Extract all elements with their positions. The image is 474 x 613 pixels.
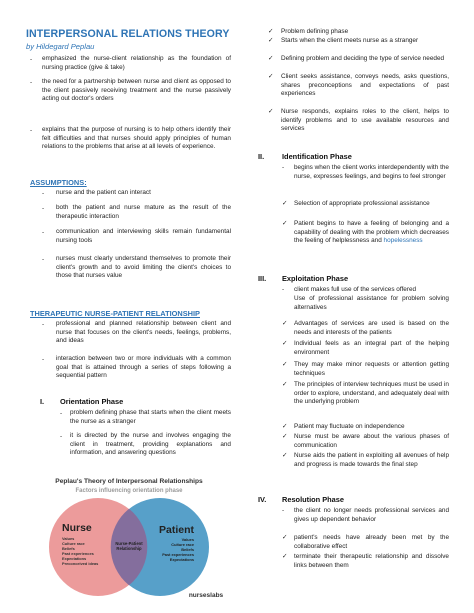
diagram-title: Peplau's Theory of Interpersonal Relationships — [55, 478, 203, 485]
bullet-dash: - — [60, 433, 63, 440]
exploitation-check-item: Patient may fluctuate on independence — [294, 423, 405, 430]
phase-numeral: IV. — [258, 495, 267, 504]
exploitation-check-item: They may make minor requests or attention getting techniques — [294, 361, 449, 377]
bullet-dash: - — [30, 127, 33, 134]
bullet-dash: - — [30, 79, 33, 86]
exploitation-check-item: Nurse must be aware about the various phases of communication — [294, 433, 449, 449]
nurse-factor: Expectations — [62, 556, 87, 561]
exploitation-check-item: Individual feels as an integral part of the helping environment — [294, 340, 449, 356]
check-icon: ✓ — [268, 37, 274, 44]
identification-item: begins when the client works interdependently with the nurse, expresses feelings, and begins to feel stronger — [294, 164, 449, 180]
bullet-dash: - — [42, 229, 45, 236]
diagram-subtitle: Factors influencing orientation phase — [75, 488, 183, 494]
orientation-check-item: Nurse responds, explains roles to the client, helps to identify problems and to use available resources and services — [281, 108, 449, 133]
bullet-dash: - — [42, 256, 45, 263]
intro-paragraph: explains that the purpose of nursing is to help others identify their felt difficulties and that nurses should apply principles of human relations to the problems that arise at all levels of experience. — [42, 126, 231, 151]
resolution-item: the client no longer needs professional services and gives up dependent behavior — [294, 507, 449, 523]
patient-factor: Culture race — [171, 542, 194, 547]
identification-check-item: Patient begins to have a feeling of belonging and a capability of dealing with the problem which decreases the feeling of helplessness and hopelessness — [294, 220, 449, 245]
exploitation-phase-heading: Exploitation Phase — [282, 274, 349, 283]
orientation-check-item: Client seeks assistance, conveys needs, asks questions, shares preconceptions and expectations of past experiences — [281, 73, 449, 98]
check-icon: ✓ — [268, 108, 274, 115]
orientation-item: it is directed by the nurse and involves engaging the client in treatment, providing explanations and information, and answering questions — [70, 432, 231, 457]
intro-paragraph: the need for a partnership between nurse and client as opposed to the client passively receiving treatment and the nurse passively acting out doctor's orders — [42, 78, 231, 103]
exploitation-check-item: Nurse aids the patient in exploiting all avenues of help and progress is made towards the final step — [294, 452, 449, 468]
therapeutic-item: interaction between two or more individuals with a common goal that is attained through a series of steps following a sequential pattern — [56, 355, 231, 380]
orientation-item: problem defining phase that starts when the client meets the nurse as a stranger — [70, 409, 231, 425]
assumptions-heading: ASSUMPTIONS: — [30, 178, 87, 187]
bullet-dash: - — [282, 507, 285, 514]
check-icon: ✓ — [282, 220, 288, 227]
check-icon: ✓ — [268, 28, 274, 35]
nurse-factor: Culture race — [62, 541, 85, 546]
bullet-dash: - — [60, 410, 63, 417]
therapeutic-item: professional and planned relationship between client and nurse that focuses on the client's needs, feelings, problems, and ideas — [56, 320, 231, 345]
nurse-factor: Past experiences — [62, 551, 94, 556]
bullet-dash: - — [30, 56, 33, 63]
peplau-venn-diagram — [26, 473, 232, 603]
intro-paragraph: emphasized the nurse-client relationship as the foundation of nursing practice (give & take) — [42, 55, 231, 71]
check-icon: ✓ — [282, 553, 288, 560]
phase-numeral: I. — [40, 397, 45, 406]
patient-factor: Beliefs — [181, 547, 194, 552]
check-icon: ✓ — [282, 340, 288, 347]
overlap-label: Relationship — [116, 546, 142, 551]
assumption-item: both the patient and nurse mature as the result of the therapeutic interaction — [56, 204, 231, 220]
nurse-factor: Beliefs — [62, 546, 75, 551]
phase-numeral: III. — [258, 274, 267, 283]
document-byline: by Hildegard Peplau — [26, 42, 95, 51]
check-icon: ✓ — [282, 361, 288, 368]
bullet-dash: - — [282, 164, 285, 171]
overlap-label: Nurse-Patient — [115, 541, 143, 546]
identification-phase-heading: Identification Phase — [282, 152, 352, 161]
assumption-item: communication and interviewing skills remain fundamental nursing tools — [56, 228, 231, 244]
check-icon: ✓ — [282, 200, 288, 207]
highlighted-word: hopelessness — [383, 237, 423, 245]
document-title: INTERPERSONAL RELATIONS THEORY — [26, 28, 230, 40]
patient-factor: Past experiences — [162, 552, 194, 557]
orientation-check-item: Problem defining phase — [281, 28, 349, 35]
exploitation-check-item: The principles of interview techniques must be used in order to explore, understand, and adequately deal with the underlying problem — [294, 381, 449, 406]
bullet-dash: - — [42, 321, 45, 328]
check-icon: ✓ — [282, 433, 288, 440]
orientation-check-item: Starts when the client meets nurse as a stranger — [281, 37, 419, 44]
resolution-check-item: terminate their therapeutic relationship and dissolve links between them — [294, 553, 449, 569]
nurse-factor: Preconceived ideas — [62, 561, 99, 566]
bullet-dash: - — [42, 190, 45, 197]
assumption-item: nurse and the patient can interact — [56, 189, 151, 196]
patient-factor: Values — [181, 537, 194, 542]
nurse-factor: Values — [62, 536, 75, 541]
exploitation-item: Use of professional assistance for problem solving alternatives — [294, 295, 449, 311]
phase-numeral: II. — [258, 152, 265, 161]
bullet-dash: - — [42, 205, 45, 212]
exploitation-item: client makes full use of the services offered — [294, 286, 417, 293]
identification-check-item: Selection of appropriate professional assistance — [294, 200, 430, 207]
check-icon: ✓ — [282, 534, 288, 541]
check-icon: ✓ — [282, 452, 288, 459]
check-icon: ✓ — [268, 73, 274, 80]
orientation-phase-heading: Orientation Phase — [60, 397, 124, 406]
patient-label: Patient — [158, 524, 194, 536]
bullet-dash: - — [42, 356, 45, 363]
check-icon: ✓ — [282, 381, 288, 388]
nurse-label: Nurse — [62, 522, 92, 534]
patient-factor: Expectations — [169, 557, 194, 562]
bullet-dash: - — [282, 286, 285, 293]
check-icon: ✓ — [282, 423, 288, 430]
resolution-phase-heading: Resolution Phase — [282, 495, 345, 504]
watermark-logo: nurseslabs — [188, 592, 224, 599]
assumption-item: nurses must clearly understand themselves to promote their client's growth and to avoid limiting the client's choices to those that nurses value — [56, 255, 231, 280]
therapeutic-heading: THERAPEUTIC NURSE-PATIENT RELATIONSHIP — [30, 309, 200, 318]
resolution-check-item: patient's needs have already been met by the collaborative effect — [294, 534, 449, 550]
exploitation-check-item: Advantages of services are used is based on the needs and interests of the patients — [294, 320, 449, 336]
check-icon: ✓ — [268, 55, 274, 62]
check-icon: ✓ — [282, 320, 288, 327]
orientation-check-item: Defining problem and deciding the type of service needed — [281, 55, 445, 62]
